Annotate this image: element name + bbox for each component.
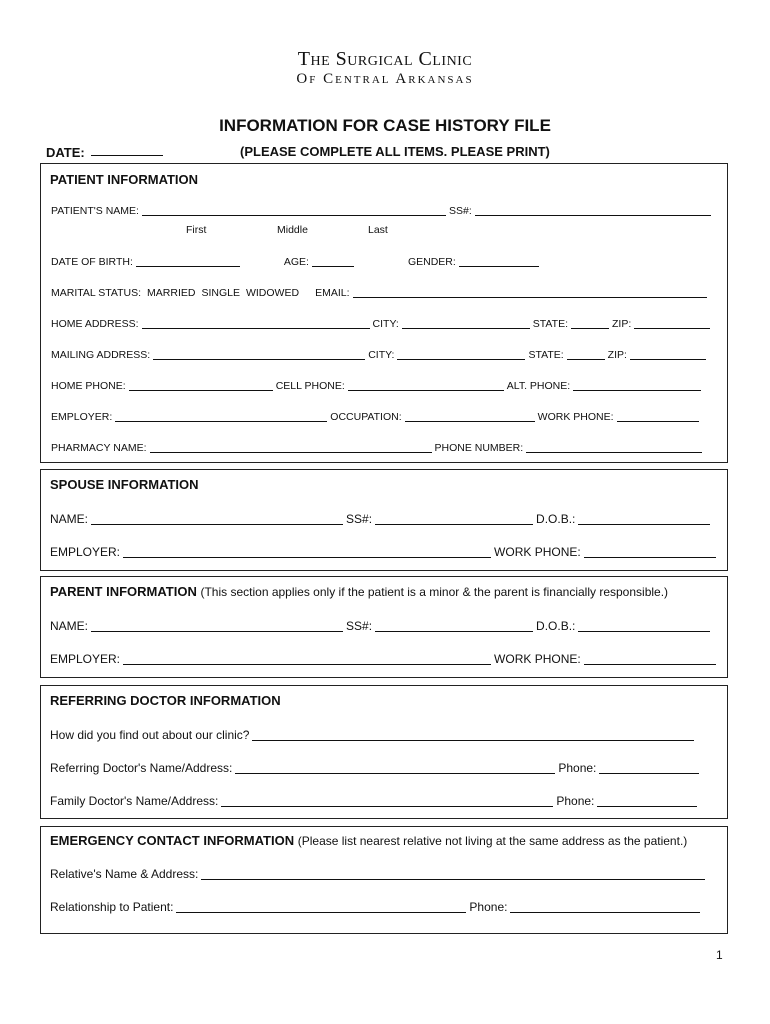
emergency-section-title — [50, 833, 687, 848]
date-row — [46, 144, 166, 160]
spouse-work-phone-label: WORK PHONE: — [494, 545, 581, 559]
mailing-city-label: CITY: — [368, 349, 395, 361]
find-clinic-row — [50, 728, 697, 742]
emergency-title: EMERGENCY CONTACT INFORMATION — [50, 833, 295, 848]
home-address-field[interactable] — [142, 317, 370, 329]
spouse-name-label: NAME: — [50, 512, 89, 526]
spouse-ss-field[interactable] — [375, 513, 533, 525]
relative-row — [50, 867, 708, 881]
parent-name-field[interactable] — [91, 620, 343, 632]
relationship-field[interactable] — [176, 901, 466, 913]
dob-field[interactable] — [136, 255, 240, 267]
mailing-city-field[interactable] — [397, 348, 525, 360]
home-state-field[interactable] — [571, 317, 609, 329]
pharmacy-field[interactable] — [150, 441, 432, 453]
home-phone-label: HOME PHONE: — [51, 380, 126, 392]
mailing-zip-label: ZIP: — [607, 349, 627, 361]
parent-employer-row — [50, 652, 719, 666]
parent-employer-field[interactable] — [123, 653, 491, 665]
spouse-dob-label: D.O.B.: — [536, 512, 576, 526]
mailing-address-row — [51, 348, 709, 361]
relationship-row — [50, 900, 703, 914]
age-field[interactable] — [312, 255, 354, 267]
home-city-field[interactable] — [402, 317, 530, 329]
pharmacy-label: PHARMACY NAME: — [51, 442, 147, 454]
alt-phone-field[interactable] — [573, 379, 701, 391]
employer-row — [51, 410, 702, 423]
spouse-dob-field[interactable] — [578, 513, 710, 525]
family-doctor-phone-field[interactable] — [597, 795, 697, 807]
name-hint-middle: Middle — [277, 224, 308, 236]
parent-title: PARENT INFORMATION — [50, 584, 197, 599]
parent-note: (This section applies only if the patient is a minor & the parent is financially responsible.) — [200, 585, 669, 599]
patient-ss-label: SS#: — [448, 205, 472, 217]
gender-label: GENDER: — [407, 256, 456, 268]
name-hint-first: First — [186, 224, 207, 236]
home-address-row — [51, 317, 713, 330]
spouse-section-title: SPOUSE INFORMATION — [50, 477, 199, 492]
parent-employer-label: EMPLOYER: — [50, 652, 121, 666]
gender-field[interactable] — [459, 255, 539, 267]
find-clinic-field[interactable] — [252, 729, 694, 741]
parent-name-label: NAME: — [50, 619, 89, 633]
family-doctor-field[interactable] — [221, 795, 553, 807]
patient-name-field[interactable] — [142, 204, 446, 216]
ref-doctor-label: Referring Doctor's Name/Address: — [50, 761, 233, 775]
patient-name-row — [51, 204, 714, 217]
family-doctor-label: Family Doctor's Name/Address: — [50, 794, 219, 808]
page-number: 1 — [716, 948, 723, 962]
date-field[interactable] — [91, 144, 163, 156]
parent-dob-field[interactable] — [578, 620, 710, 632]
spouse-work-phone-field[interactable] — [584, 546, 716, 558]
mailing-address-label: MAILING ADDRESS: — [51, 349, 151, 361]
pharmacy-phone-field[interactable] — [526, 441, 702, 453]
occupation-label: OCCUPATION: — [330, 411, 402, 423]
employer-field[interactable] — [115, 410, 327, 422]
home-zip-label: ZIP: — [612, 318, 632, 330]
marital-label: MARITAL STATUS: — [51, 287, 142, 299]
spouse-employer-row — [50, 545, 719, 559]
marital-widowed-option[interactable]: WIDOWED — [245, 287, 300, 299]
ref-doctor-phone-field[interactable] — [599, 762, 699, 774]
ref-doctor-row — [50, 761, 702, 775]
parent-ss-field[interactable] — [375, 620, 533, 632]
date-label: DATE: — [46, 145, 85, 160]
mailing-state-label: STATE: — [528, 349, 564, 361]
emergency-phone-field[interactable] — [510, 901, 700, 913]
dob-label: DATE OF BIRTH: — [51, 256, 133, 268]
parent-work-phone-field[interactable] — [584, 653, 716, 665]
instructions: (PLEASE COMPLETE ALL ITEMS. PLEASE PRINT) — [240, 144, 550, 159]
spouse-name-row — [50, 512, 713, 526]
marital-single-option[interactable]: SINGLE — [201, 287, 240, 299]
work-phone-field[interactable] — [617, 410, 699, 422]
emergency-note: (Please list nearest relative not living at the same address as the patient.) — [297, 834, 688, 848]
clinic-subtitle: Of Central Arkansas — [296, 71, 474, 87]
family-doctor-phone-label: Phone: — [556, 794, 595, 808]
relationship-label: Relationship to Patient: — [50, 900, 174, 914]
mailing-state-field[interactable] — [567, 348, 605, 360]
email-label: EMAIL: — [315, 287, 350, 299]
spouse-employer-label: EMPLOYER: — [50, 545, 121, 559]
pharmacy-row — [51, 441, 705, 454]
name-hint-last: Last — [368, 224, 388, 236]
occupation-field[interactable] — [405, 410, 535, 422]
find-clinic-label: How did you find out about our clinic? — [50, 728, 250, 742]
form-title: INFORMATION FOR CASE HISTORY FILE — [219, 116, 551, 135]
patient-section-title: PATIENT INFORMATION — [50, 172, 199, 187]
home-state-label: STATE: — [532, 318, 568, 330]
referring-section-title: REFERRING DOCTOR INFORMATION — [50, 693, 281, 708]
relative-label: Relative's Name & Address: — [50, 867, 199, 881]
ref-doctor-field[interactable] — [235, 762, 555, 774]
cell-phone-field[interactable] — [348, 379, 504, 391]
parent-dob-label: D.O.B.: — [536, 619, 576, 633]
alt-phone-label: ALT. PHONE: — [506, 380, 571, 392]
email-field[interactable] — [353, 286, 707, 298]
mailing-zip-field[interactable] — [630, 348, 706, 360]
patient-ss-field[interactable] — [475, 204, 711, 216]
cell-phone-label: CELL PHONE: — [275, 380, 345, 392]
family-doctor-row — [50, 794, 700, 808]
ref-doctor-phone-label: Phone: — [558, 761, 597, 775]
spouse-ss-label: SS#: — [346, 512, 373, 526]
clinic-name: The Surgical Clinic — [297, 48, 473, 70]
marital-married-option[interactable]: MARRIED — [147, 287, 196, 299]
parent-name-row — [50, 619, 713, 633]
parent-work-phone-label: WORK PHONE: — [494, 652, 581, 666]
age-label: AGE: — [283, 256, 309, 268]
parent-ss-label: SS#: — [346, 619, 373, 633]
emergency-phone-label: Phone: — [469, 900, 508, 914]
relative-field[interactable] — [201, 868, 705, 880]
spouse-name-field[interactable] — [91, 513, 343, 525]
mailing-address-field[interactable] — [153, 348, 365, 360]
patient-dob-row — [51, 255, 542, 268]
home-zip-field[interactable] — [634, 317, 710, 329]
patient-name-label: PATIENT'S NAME: — [51, 205, 139, 217]
home-phone-field[interactable] — [129, 379, 273, 391]
work-phone-label: WORK PHONE: — [537, 411, 614, 423]
parent-section-title — [50, 584, 668, 599]
home-city-label: CITY: — [372, 318, 399, 330]
home-address-label: HOME ADDRESS: — [51, 318, 139, 330]
marital-row — [51, 286, 710, 299]
employer-label: EMPLOYER: — [51, 411, 113, 423]
spouse-employer-field[interactable] — [123, 546, 491, 558]
pharmacy-phone-label: PHONE NUMBER: — [434, 442, 524, 454]
phone-row — [51, 379, 704, 392]
